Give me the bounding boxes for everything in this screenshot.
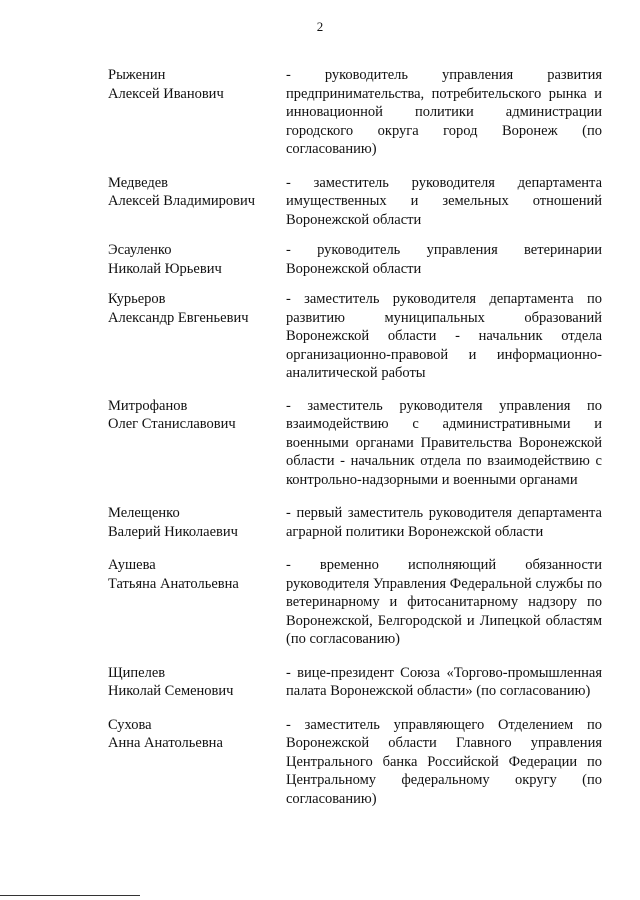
member-role: - заместитель руководителя управления по взаимодействию с административными и военными органами Правительства Воронежской области - начальник отдела по взаимодействию с контрольно-надзорными и военными органами	[286, 397, 602, 488]
member-entry-esaulenko	[108, 241, 602, 278]
member-entry-ryzhenin	[108, 66, 602, 159]
member-name	[108, 664, 286, 701]
page-number: 2	[316, 19, 324, 34]
member-entry-sukhova	[108, 716, 602, 809]
member-name	[108, 556, 286, 593]
member-role: - первый заместитель руководителя департамента аграрной политики Воронежской области	[286, 505, 602, 540]
member-given-name: Олег Станиславович	[108, 416, 236, 432]
member-surname: Эсауленко	[108, 242, 172, 258]
member-entry-meleshchenko	[108, 504, 602, 541]
member-given-name: Алексей Иванович	[108, 85, 224, 102]
member-surname: Щипелев	[108, 664, 166, 681]
member-given-name: Александр Евгеньевич	[108, 309, 249, 326]
member-surname: Сухова	[108, 716, 152, 733]
member-name	[108, 66, 286, 103]
member-given-name: Николай Юрьевич	[108, 260, 222, 277]
member-role: - временно исполняющий обязанности руководителя Управления Федеральной службы по ветеринарному и фитосанитарному надзору по Воронежской, Белгородской и Липецкой областям (по согласованию)	[286, 557, 602, 647]
member-role: - руководитель управления ветеринарии Воронежской области	[286, 242, 602, 277]
member-name	[108, 241, 286, 278]
member-given-name: Валерий Николаевич	[108, 523, 238, 540]
member-name	[108, 174, 286, 211]
member-given-name: Николай Семенович	[108, 683, 234, 699]
member-given-name: Татьяна Анатольевна	[108, 575, 239, 592]
member-name	[108, 290, 286, 327]
member-role: - заместитель управляющего Отделением по Воронежской области Главного управления Центрального банка Российской Федерации по Центральному федеральному округу (по согласованию)	[286, 716, 602, 807]
member-entry-medvedev	[108, 174, 602, 230]
member-name	[108, 397, 286, 434]
member-surname: Рыженин	[108, 67, 166, 83]
member-name	[108, 504, 286, 541]
member-role: - заместитель руководителя департамента по развитию муниципальных образований Воронежской области - начальник отдела организационно-правовой и информационно-аналитической работы	[286, 291, 602, 381]
member-entry-kuryerov	[108, 290, 602, 383]
member-given-name: Анна Анатольевна	[108, 735, 223, 751]
member-surname: Мелещенко	[108, 505, 180, 521]
member-surname: Аушева	[108, 557, 156, 573]
member-entry-mitrofanov	[108, 397, 602, 490]
member-given-name: Алексей Владимирович	[108, 193, 256, 209]
member-surname: Медведев	[108, 174, 168, 191]
member-entry-ausheva	[108, 556, 602, 649]
member-role: - руководитель управления развития предпринимательства, потребительского рынка и инновационной политики администрации городского округа город Воронеж (по согласованию)	[286, 67, 602, 157]
member-role: - вице-президент Союза «Торгово-промышленная палата Воронежской области» (по согласованию)	[286, 664, 602, 699]
member-role: - заместитель руководителя департамента имущественных и земельных отношений Воронежской области	[286, 174, 602, 228]
member-surname: Курьеров	[108, 291, 166, 307]
member-entry-shchipelev	[108, 664, 602, 701]
footer-divider	[0, 895, 140, 896]
member-surname: Митрофанов	[108, 397, 188, 414]
member-name	[108, 716, 286, 753]
members-list	[108, 66, 602, 808]
